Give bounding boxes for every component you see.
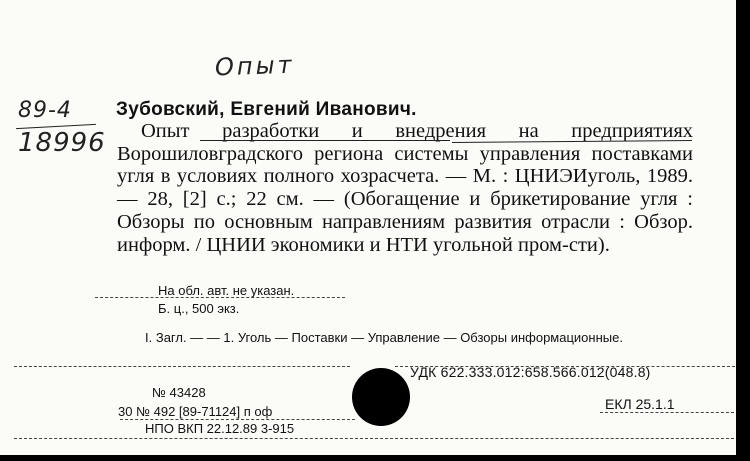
dash-rule-1 bbox=[95, 297, 345, 298]
handwritten-shelf-number: 89-4 bbox=[18, 98, 72, 123]
ekl-code: ЕКЛ 25.1.1 bbox=[605, 396, 675, 412]
printer-imprint: НПО ВКП 22.12.89 3-915 bbox=[145, 421, 295, 436]
scan-edge-right bbox=[736, 0, 750, 461]
edition-note: На обл. авт. не указан. bbox=[158, 283, 295, 298]
scan-edge-bottom bbox=[0, 455, 750, 461]
description-text: Опыт разработки и внедрения на предприятиях Ворошиловградского региона системы управления поставками угля в условиях полного хозрасчета. — М. : ЦНИЭИуголь, 1989. — 28, [2] с.; 22 см. — (Обогащение и брикетирование угля : Обзоры по основным направлениям развития отрасли : Обзор. информ. / ЦНИИ экономики и НТИ угольной пром-сти). bbox=[117, 120, 693, 256]
subject-tracings: I. Загл. — — 1. Уголь — Поставки — Управление — Обзоры информационные. bbox=[145, 330, 623, 345]
dash-rule-2 bbox=[14, 366, 350, 367]
dash-rule-5 bbox=[14, 438, 734, 439]
handwritten-inventory-number: 18996 bbox=[18, 128, 106, 158]
dash-rule-6 bbox=[600, 412, 734, 413]
price-circulation: Б. ц., 500 экз. bbox=[158, 301, 240, 316]
author-heading: Зубовский, Евгений Иванович. bbox=[116, 99, 417, 120]
handwritten-top-word: Опыт bbox=[214, 50, 295, 82]
dash-rule-4 bbox=[120, 419, 355, 420]
print-order: 30 № 492 [89-71124] п оф bbox=[118, 404, 273, 419]
udk-code: УДК 622.333.012:658.566.012(048.8) bbox=[410, 364, 651, 380]
title-underline-1 bbox=[200, 140, 450, 141]
record-number: № 43428 bbox=[152, 385, 206, 400]
punch-hole-blot bbox=[352, 368, 410, 426]
